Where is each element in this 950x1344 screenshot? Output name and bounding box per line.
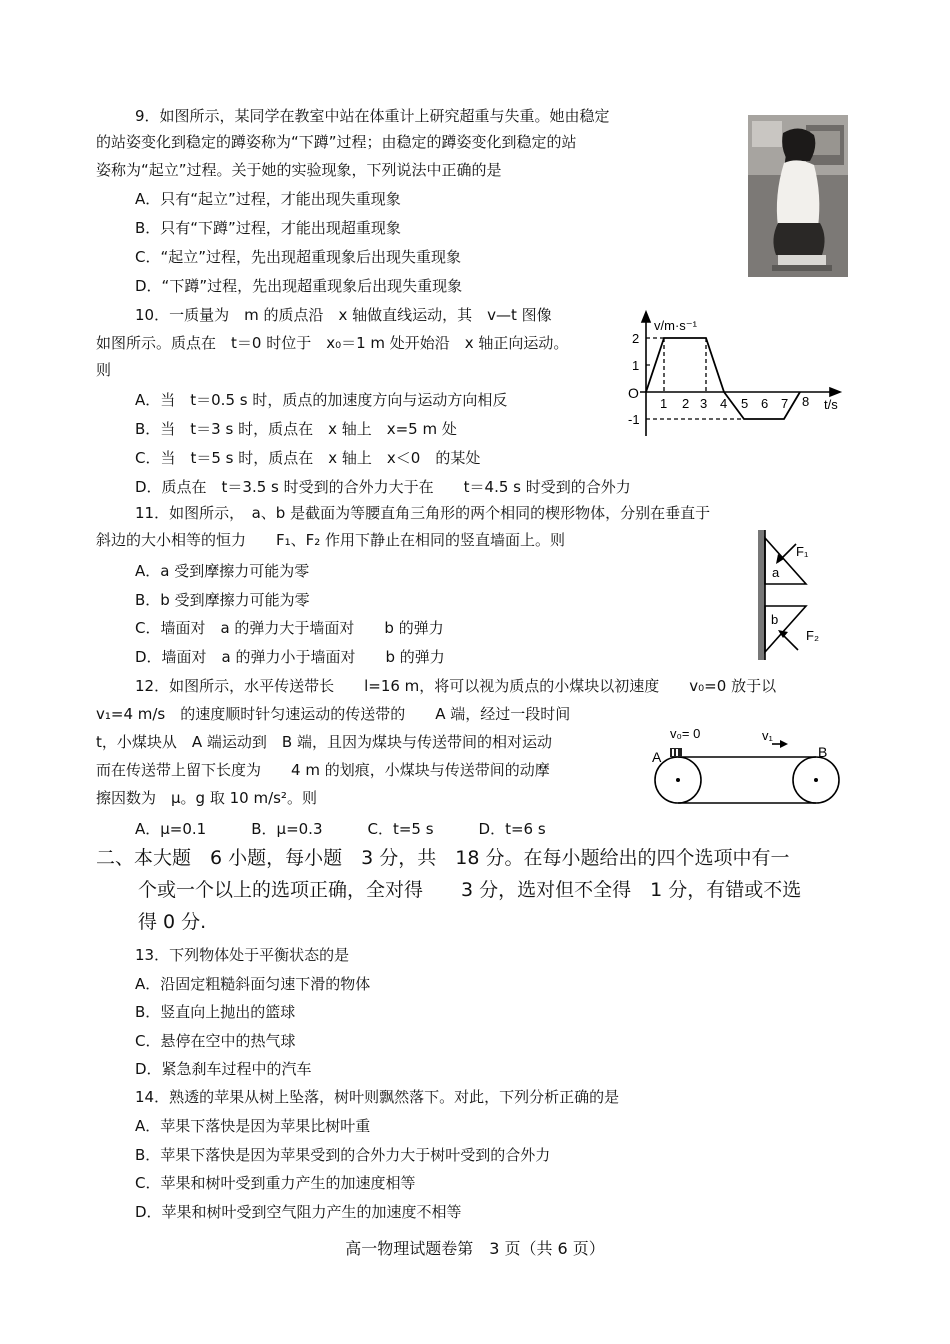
q14-option-b: B．苹果下落快是因为苹果受到的合外力大于树叶受到的合外力 <box>135 1146 551 1164</box>
q10-stem-1: 10．一质量为 m 的质点沿 x 轴做直线运动，其 v—t 图像 <box>135 306 552 324</box>
q10-option-c: C．当 t＝5 s 时，质点在 x 轴上 x＜0 的某处 <box>135 449 481 467</box>
q12-stem-1: 12．如图所示，水平传送带长 l=16 m，将可以视为质点的小煤块以初速度 v₀=0 放于以 <box>135 677 777 695</box>
vt-xtick-6: 6 <box>761 396 769 411</box>
squatting-student-photo <box>748 115 848 277</box>
vt-graph <box>620 308 850 440</box>
q13-option-c: C．悬停在空中的热气球 <box>135 1032 296 1050</box>
q14-option-a: A．苹果下落快是因为苹果比树叶重 <box>135 1117 371 1135</box>
belt-v1-label: v₁ <box>762 728 773 743</box>
conveyor-belt-figure <box>648 722 848 806</box>
q11-option-a: A．a 受到摩擦力可能为零 <box>135 562 310 580</box>
vt-xlabel: t/s <box>824 397 838 412</box>
q10-option-a: A．当 t＝0.5 s 时，质点的加速度方向与运动方向相反 <box>135 391 508 409</box>
vt-xtick-7: 7 <box>781 396 789 411</box>
q9-option-d: D．“下蹲”过程，先出现超重现象后出现失重现象 <box>135 277 463 295</box>
vt-ytick-neg1: -1 <box>628 412 640 427</box>
q13-option-a: A．沿固定粗糙斜面匀速下滑的物体 <box>135 975 371 993</box>
q13-option-b: B．竖直向上抛出的篮球 <box>135 1003 296 1021</box>
vt-ylabel: v/m·s⁻¹ <box>654 318 697 333</box>
q14-stem: 14．熟透的苹果从树上坠落，树叶则飘然落下。对此，下列分析正确的是 <box>135 1088 620 1106</box>
q13-option-d: D．紧急刹车过程中的汽车 <box>135 1060 312 1078</box>
q9-option-b: B．只有“下蹲”过程，才能出现超重现象 <box>135 219 401 237</box>
vt-xtick-5: 5 <box>741 396 749 411</box>
q12-options: A．μ=0.1 B．μ=0.3 C．t=5 s D．t=6 s <box>135 820 546 838</box>
q11-stem-2: 斜边的大小相等的恒力 F₁、F₂ 作用下静止在相同的竖直墙面上。则 <box>96 531 566 549</box>
q11-stem-1: 11．如图所示， a、b 是截面为等腰直角三角形的两个相同的楔形物体，分别在垂直于 <box>135 504 711 522</box>
vt-ytick-1: 1 <box>632 358 640 373</box>
q9-option-a: A．只有“起立”过程，才能出现失重现象 <box>135 190 401 208</box>
wedges-wall-figure <box>752 528 832 662</box>
section2-line-2: 个或一个以上的选项正确，全对得 3 分，选对但不全得 1 分，有错或不选 <box>138 879 802 901</box>
q12-stem-4: 而在传送带上留下长度为 4 m 的划痕，小煤块与传送带间的动摩 <box>96 761 550 779</box>
q10-stem-2: 如图所示。质点在 t＝0 时位于 x₀＝1 m 处开始沿 x 轴正向运动。 <box>96 334 569 352</box>
q12-stem-5: 擦因数为 μ。g 取 10 m/s²。则 <box>96 789 317 807</box>
vt-xtick-3: 3 <box>700 396 708 411</box>
q10-option-b: B．当 t＝3 s 时，质点在 x 轴上 x=5 m 处 <box>135 420 457 438</box>
belt-end-b-label: B <box>818 744 828 760</box>
q14-option-c: C．苹果和树叶受到重力产生的加速度相等 <box>135 1174 416 1192</box>
wedge-a-label: a <box>772 565 780 580</box>
q10-stem-3: 则 <box>96 361 112 379</box>
vt-xtick-8: 8 <box>802 394 810 409</box>
vt-ytick-2: 2 <box>632 331 640 346</box>
q11-option-d: D．墙面对 a 的弹力小于墙面对 b 的弹力 <box>135 648 445 666</box>
vt-origin: O <box>628 385 639 401</box>
q11-option-b: B．b 受到摩擦力可能为零 <box>135 591 310 609</box>
q14-option-d: D．苹果和树叶受到空气阻力产生的加速度不相等 <box>135 1203 462 1221</box>
q9-stem-2: 的站姿变化到稳定的蹲姿称为“下蹲”过程；由稳定的蹲姿变化到稳定的站 <box>96 133 577 151</box>
force-f2-label: F₂ <box>806 628 819 643</box>
q10-option-d: D．质点在 t＝3.5 s 时受到的合外力大于在 t＝4.5 s 时受到的合外力 <box>135 478 631 496</box>
vt-xtick-1: 1 <box>660 396 668 411</box>
q12-stem-3: t，小煤块从 A 端运动到 B 端，且因为煤块与传送带间的相对运动 <box>96 733 552 751</box>
q11-option-c: C．墙面对 a 的弹力大于墙面对 b 的弹力 <box>135 619 444 637</box>
q9-stem-1: 9．如图所示，某同学在教室中站在体重计上研究超重与失重。她由稳定 <box>135 107 610 125</box>
vt-xtick-4: 4 <box>720 396 728 411</box>
q12-stem-2: v₁=4 m/s 的速度顺时针匀速运动的传送带的 A 端，经过一段时间 <box>96 705 571 723</box>
section2-line-1: 二、本大题 6 小题，每小题 3 分，共 18 分。在每小题给出的四个选项中有一 <box>96 847 790 869</box>
belt-v0-label: v₀= 0 <box>670 726 701 741</box>
q9-stem-3: 姿称为“起立”过程。关于她的实验现象，下列说法中正确的是 <box>96 161 502 179</box>
wedge-b-label: b <box>771 612 779 627</box>
belt-end-a-label: A <box>652 749 662 765</box>
page-footer: 高一物理试题卷第 3 页（共 6 页） <box>345 1239 605 1258</box>
q13-stem: 13．下列物体处于平衡状态的是 <box>135 946 350 964</box>
section2-line-3: 得 0 分. <box>138 911 207 933</box>
vt-xtick-2: 2 <box>682 396 690 411</box>
q9-option-c: C．“起立”过程，先出现超重现象后出现失重现象 <box>135 248 462 266</box>
force-f1-label: F₁ <box>796 544 809 559</box>
